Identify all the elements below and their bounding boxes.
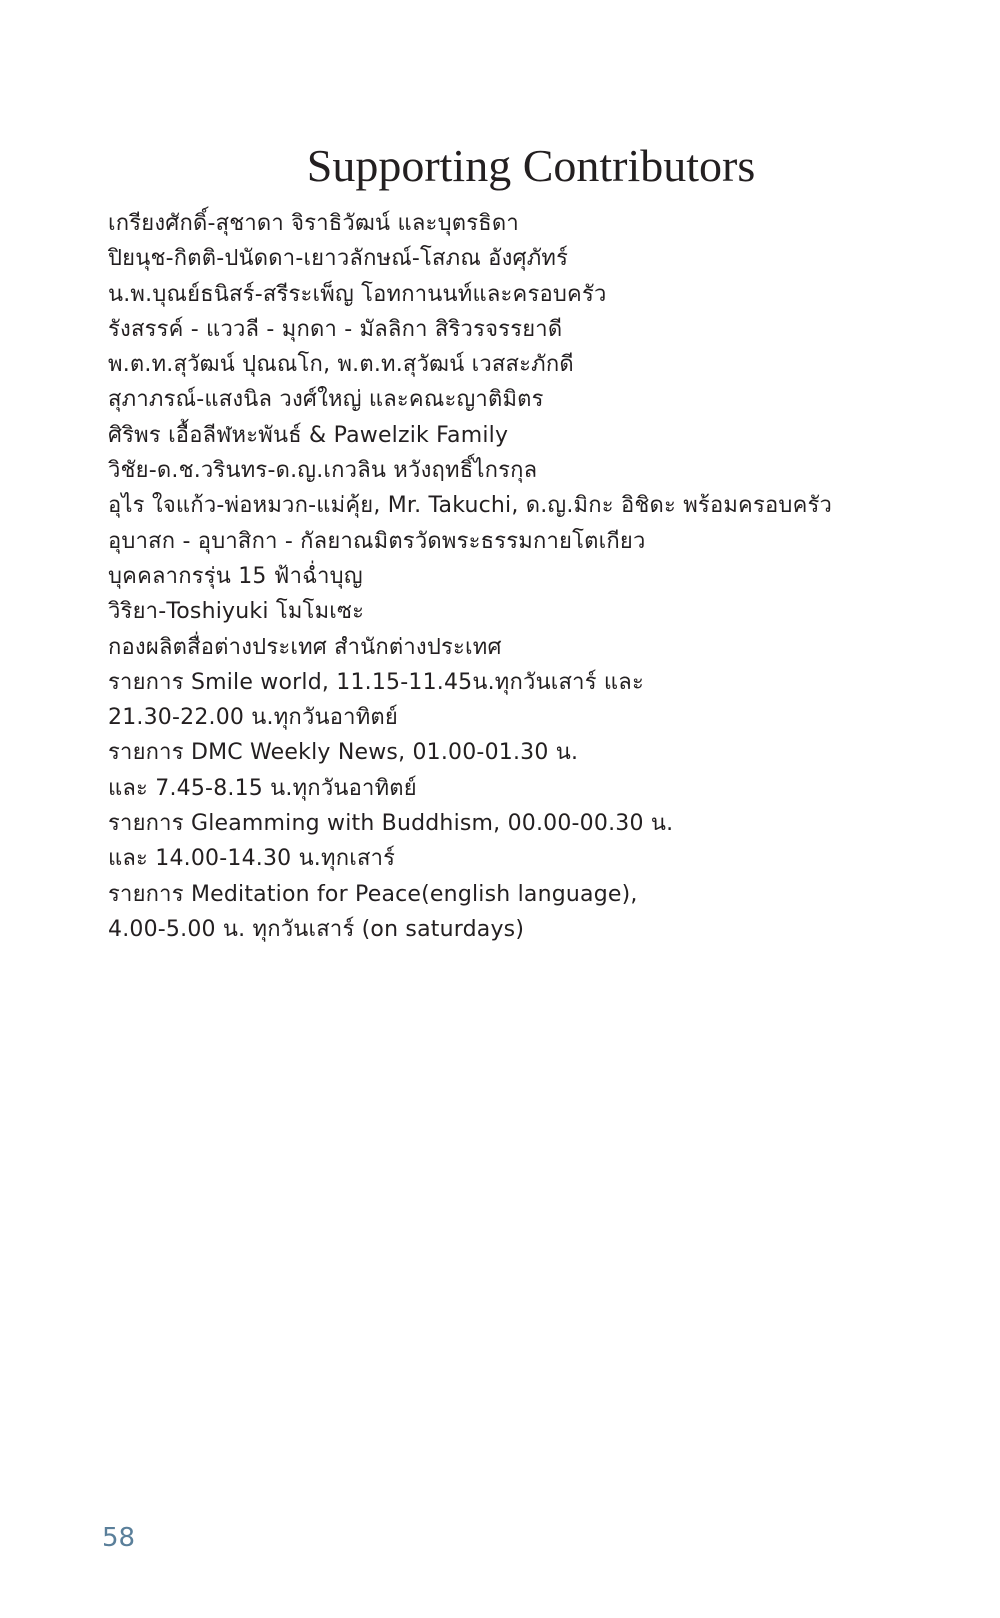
contributor-line: วิชัย-ด.ช.วรินทร-ด.ญ.เกวลิน หวังฤทธิ์ไกรกุล [108,458,538,484]
contributor-line: วิริยา-Toshiyuki โมโมเซะ [108,599,365,625]
contributor-line: พ.ต.ท.สุวัฒน์ ปุณณโก, พ.ต.ท.สุวัฒน์ เวสสะภักดี [108,352,574,378]
program-line: รายการ Meditation for Peace(english language), [108,881,638,907]
contributor-line: รังสรรค์ - แววลี - มุกดา - มัลลิกา สิริวรจรรยาดี [108,316,563,342]
program-line: รายการ Smile world, 11.15-11.45น.ทุกวันเสาร์ และ [108,669,644,695]
contributor-line: เกรียงศักดิ์-สุชาดา จิราธิวัฒน์ และบุตรธิดา [108,211,519,236]
contributor-line: กองผลิตสื่อต่างประเทศ สำนักต่างประเทศ [108,634,502,660]
contributor-list [108,206,968,947]
contributor-line: อุไร ใจแก้ว-พ่อหมวก-แม่คุ้ย, Mr. Takuchi, ด.ญ.มิกะ อิชิดะ พร้อมครอบครัว [108,493,833,519]
contributor-line: ปิยนุช-กิตติ-ปนัดดา-เยาวลักษณ์-โสภณ อังศุภัทร์ [108,246,569,272]
contributor-line: อุบาสก - อุบาสิกา - กัลยาณมิตรวัดพระธรรมกายโตเกียว [108,528,646,554]
page-title: Supporting Contributors [306,140,756,191]
contributor-line: ศิริพร เอื้อลีฬหะพันธ์ & Pawelzik Family [108,422,509,448]
contributor-line: น.พ.บุณย์ธนิสร์-สรีระเพ็ญ โอทกานนท์และครอบครัว [108,281,607,307]
page-number: 58 [102,1523,136,1553]
program-line: 4.00-5.00 น. ทุกวันเสาร์ (on saturdays) [108,916,525,942]
program-line: รายการ DMC Weekly News, 01.00-01.30 น. [108,740,579,766]
contributor-line: บุคคลากรรุ่น 15 ฟ้าฉ่ำบุญ [108,563,363,589]
contributor-line: สุภาภรณ์-แสงนิล วงศ์ใหญ่ และคณะญาติมิตร [108,387,544,413]
program-line: และ 14.00-14.30 น.ทุกเสาร์ [108,846,396,872]
program-line: 21.30-22.00 น.ทุกวันอาทิตย์ [108,705,398,731]
program-line: และ 7.45-8.15 น.ทุกวันอาทิตย์ [108,775,417,801]
program-line: รายการ Gleamming with Buddhism, 00.00-00.30 น. [108,811,674,837]
